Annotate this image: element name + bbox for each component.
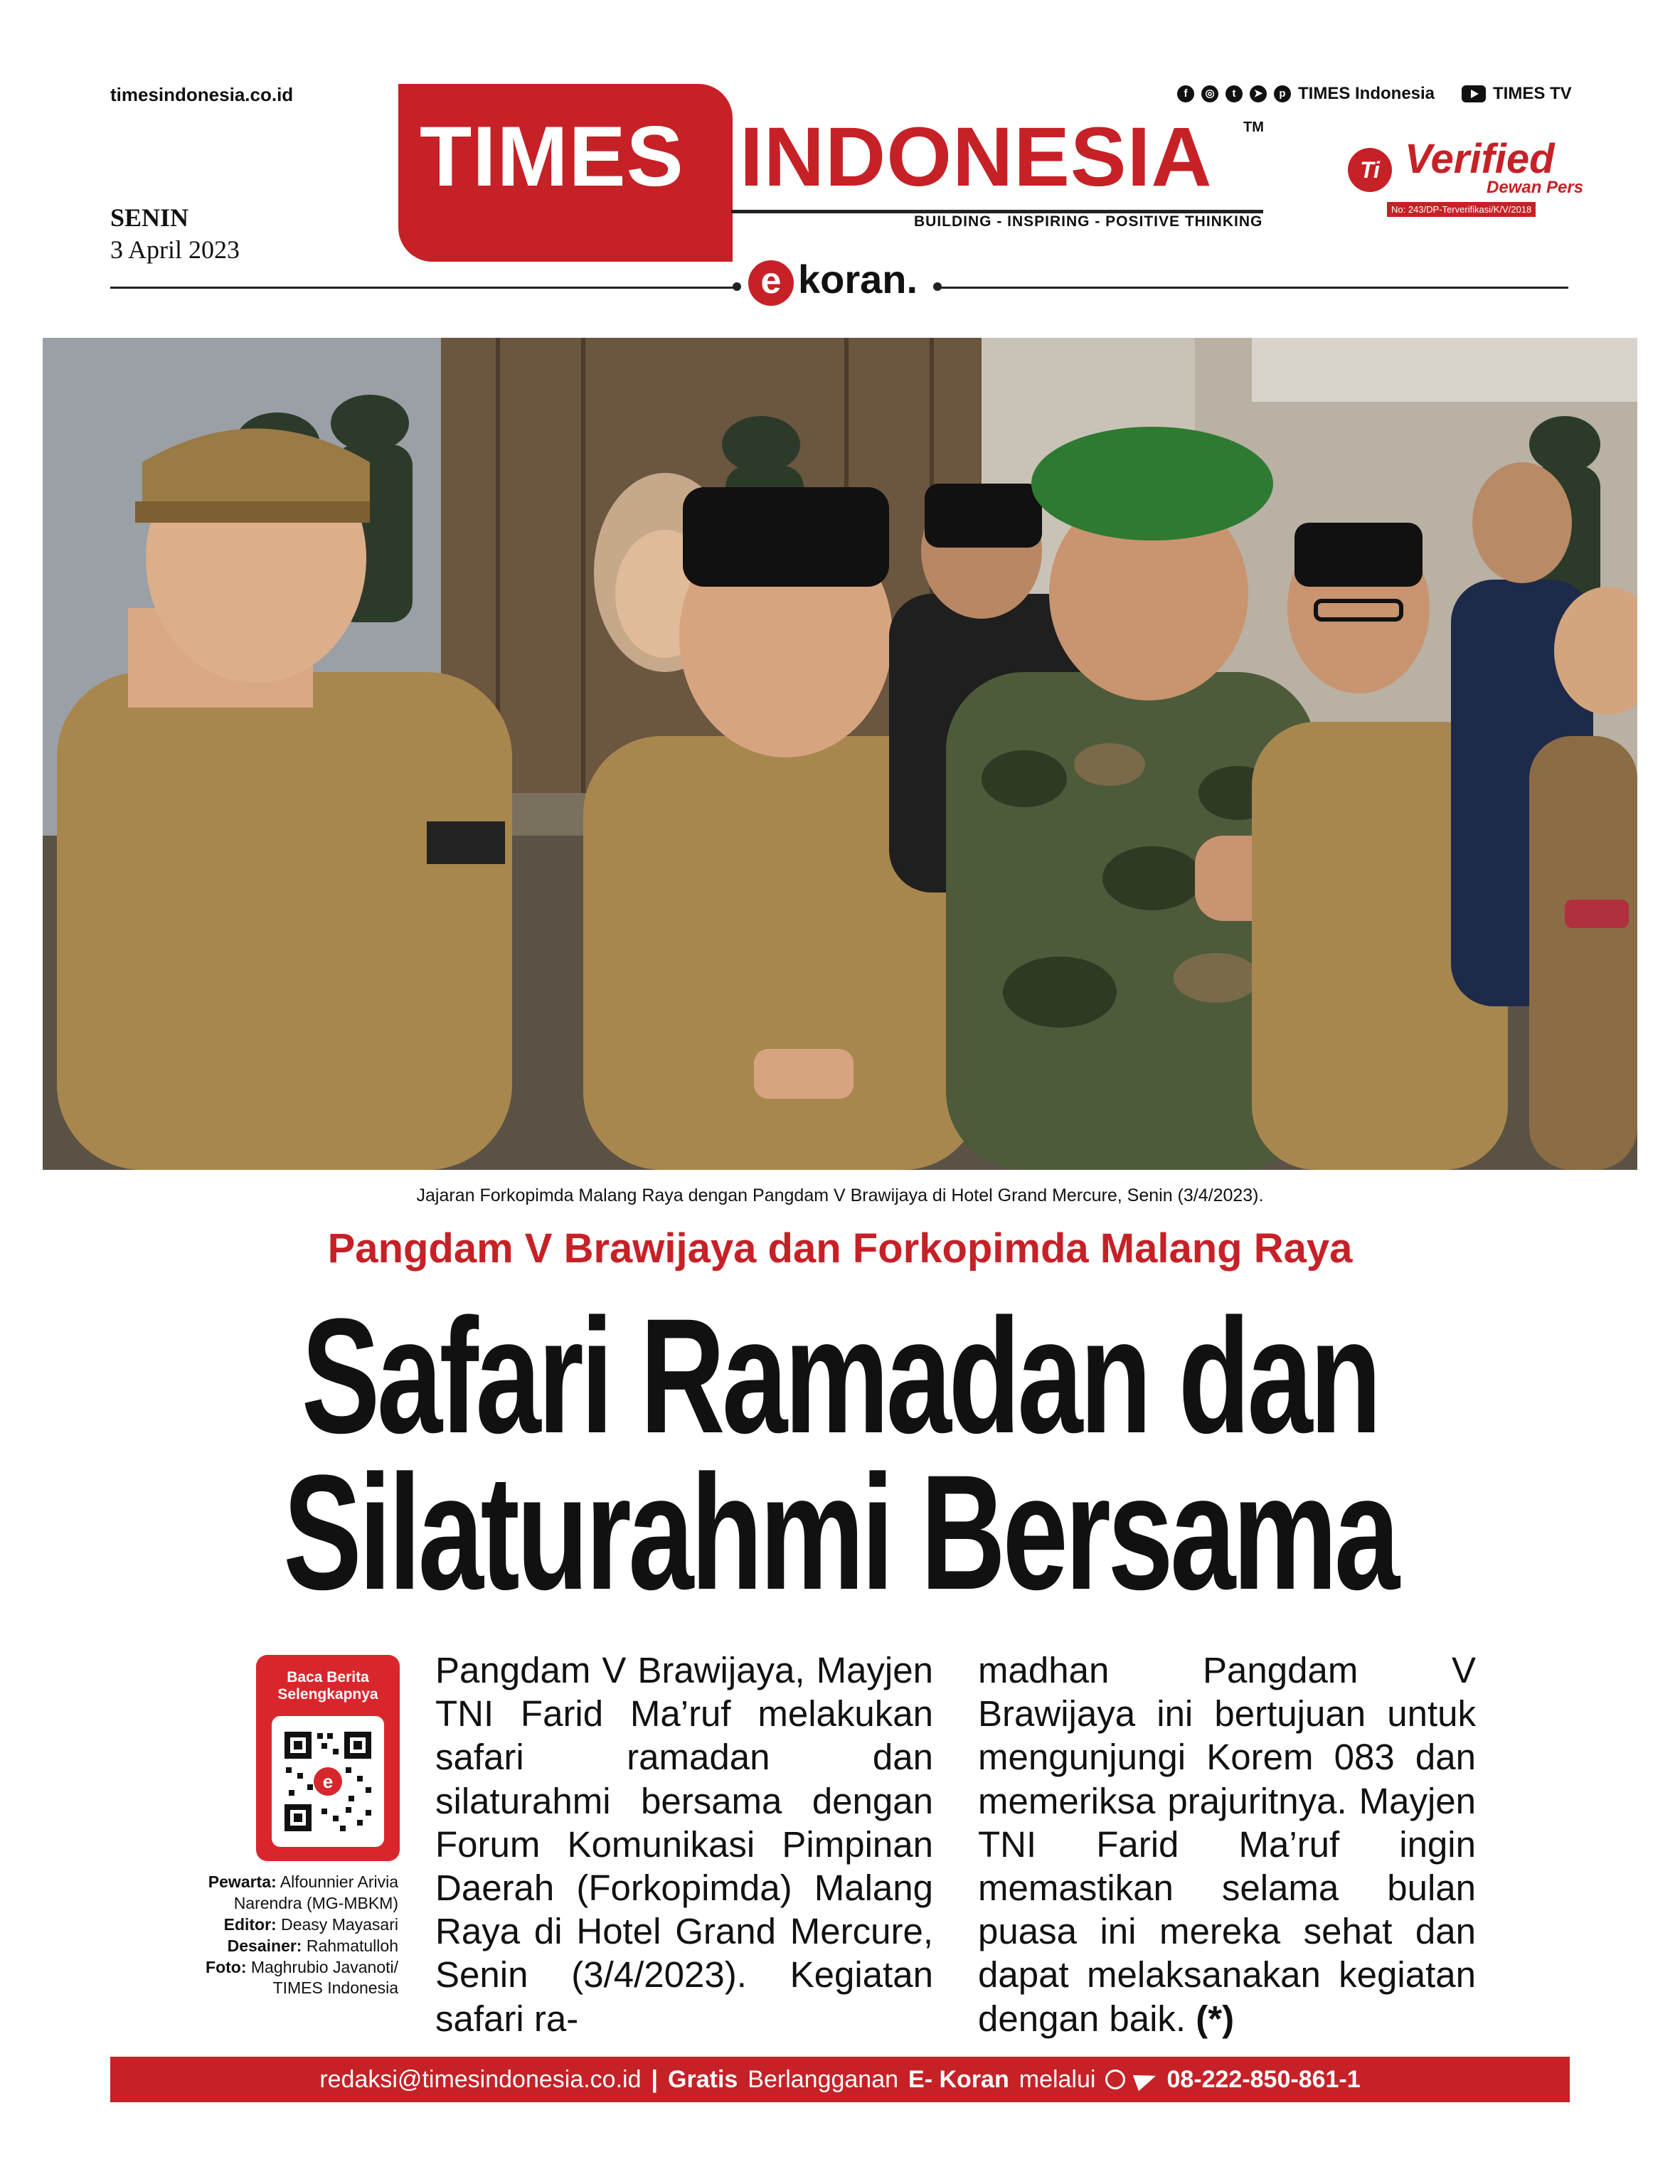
verification-number: No: 243/DP-Terverifikasi/K/V/2018 xyxy=(1387,202,1536,217)
footer-bar xyxy=(110,2057,1570,2102)
news-photo-illustration xyxy=(43,338,1637,1170)
ekoran-rule-right xyxy=(939,287,1568,289)
whatsapp-icon[interactable] xyxy=(1105,2070,1125,2089)
ekoran-e-icon: e xyxy=(748,260,794,306)
verified-logo-mark: Ti xyxy=(1348,148,1392,192)
credit-foto: Foto: Maghrubio Javanoti/ xyxy=(206,1957,398,1976)
instagram-icon[interactable]: ◎ xyxy=(1201,85,1218,102)
headline-kicker: Pangdam V Brawijaya dan Forkopimda Malang Raya xyxy=(327,1225,1353,1272)
article-column-2-text: madhan Pangdam V Brawijaya ini bertujuan untuk mengunjungi Korem 083 dan memeriksa prajuritnya. Mayjen TNI Farid Ma’ruf ingin memastikan selama bulan puasa ini mereka sehat dan dapat melaksanakan kegiatan dengan baik. xyxy=(978,1650,1476,2039)
article-column-2 xyxy=(978,1648,1476,2040)
photo-caption: Jajaran Forkopimda Malang Raya dengan Pangdam V Brawijaya di Hotel Grand Mercure, Senin (3/4/2023). xyxy=(416,1186,1264,1205)
issue-date: 3 April 2023 xyxy=(110,235,240,264)
ekoran-dot-left xyxy=(733,282,741,291)
qr-label-line-1: Baca Berita xyxy=(287,1669,369,1685)
qr-code-frame[interactable] xyxy=(272,1716,384,1847)
tv-label: TIMES TV xyxy=(1493,84,1572,103)
footer-melalui: melalui xyxy=(1019,2065,1096,2093)
logo-times-text: TIMES xyxy=(420,109,684,204)
pinterest-icon[interactable]: p xyxy=(1274,85,1291,102)
headline-line-1: Safari Ramadan dan xyxy=(301,1284,1379,1467)
social-label: TIMES Indonesia xyxy=(1298,84,1435,103)
ekoran-rule-left xyxy=(110,287,736,289)
footer-ekoran: E- Koran xyxy=(908,2065,1009,2093)
issue-day: SENIN xyxy=(110,203,189,232)
logo-indonesia-text: INDONESIA xyxy=(740,110,1213,204)
credit-desainer: Desainer: Rahmatulloh xyxy=(227,1936,398,1955)
facebook-icon[interactable]: f xyxy=(1177,85,1194,102)
headline-line-2: Silaturahmi Bersama xyxy=(283,1441,1397,1624)
article-end-mark: (*) xyxy=(1196,1998,1235,2039)
dewan-pers-label: Dewan Pers xyxy=(1487,178,1584,197)
footer-email[interactable]: redaksi@timesindonesia.co.id xyxy=(319,2065,642,2093)
tagline: BUILDING - INSPIRING - POSITIVE THINKING xyxy=(914,213,1263,230)
twitter-icon[interactable]: t xyxy=(1226,85,1243,102)
qr-label xyxy=(256,1669,400,1703)
article-column-1: Pangdam V Brawijaya, Mayjen TNI Farid Ma’ruf melakukan safari ramadan dan silaturahmi bersama dengan Forum Komunikasi Pimpinan Daerah (Forkopimda) Malang Raya di Hotel Grand Mercure, Senin (3/4/2023). Kegiatan safari ra- xyxy=(435,1650,933,2039)
credit-foto-cont: TIMES Indonesia xyxy=(272,1978,398,1998)
qr-label-line-2: Selengkapnya xyxy=(277,1686,378,1703)
footer-gratis: Gratis xyxy=(668,2065,738,2093)
social-links[interactable] xyxy=(1177,84,1435,104)
telegram-icon[interactable] xyxy=(1133,2068,1159,2092)
times-tv-link[interactable] xyxy=(1462,84,1572,104)
article-credits xyxy=(121,1872,398,1999)
credit-pewarta: Pewarta: Alfounnier Arivia xyxy=(208,1873,398,1891)
credit-editor: Editor: Deasy Mayasari xyxy=(223,1914,398,1934)
footer-phone[interactable]: 08-222-850-861-1 xyxy=(1166,2065,1361,2093)
news-photo xyxy=(43,338,1637,1170)
youtube-icon xyxy=(1462,85,1486,102)
credit-pewarta-cont: Narendra (MG-MBKM) xyxy=(233,1893,398,1912)
svg-text:e: e xyxy=(322,1771,334,1792)
qr-code-icon xyxy=(272,1716,384,1847)
telegram-icon[interactable]: ➤ xyxy=(1250,85,1267,102)
trademark-mark: TM xyxy=(1243,119,1264,135)
footer-separator: | xyxy=(651,2065,659,2093)
site-url[interactable]: timesindonesia.co.id xyxy=(110,84,294,105)
ekoran-word: koran. xyxy=(798,257,918,302)
footer-berlangganan: Berlangganan xyxy=(748,2065,899,2093)
verified-word: Verified xyxy=(1405,136,1555,182)
